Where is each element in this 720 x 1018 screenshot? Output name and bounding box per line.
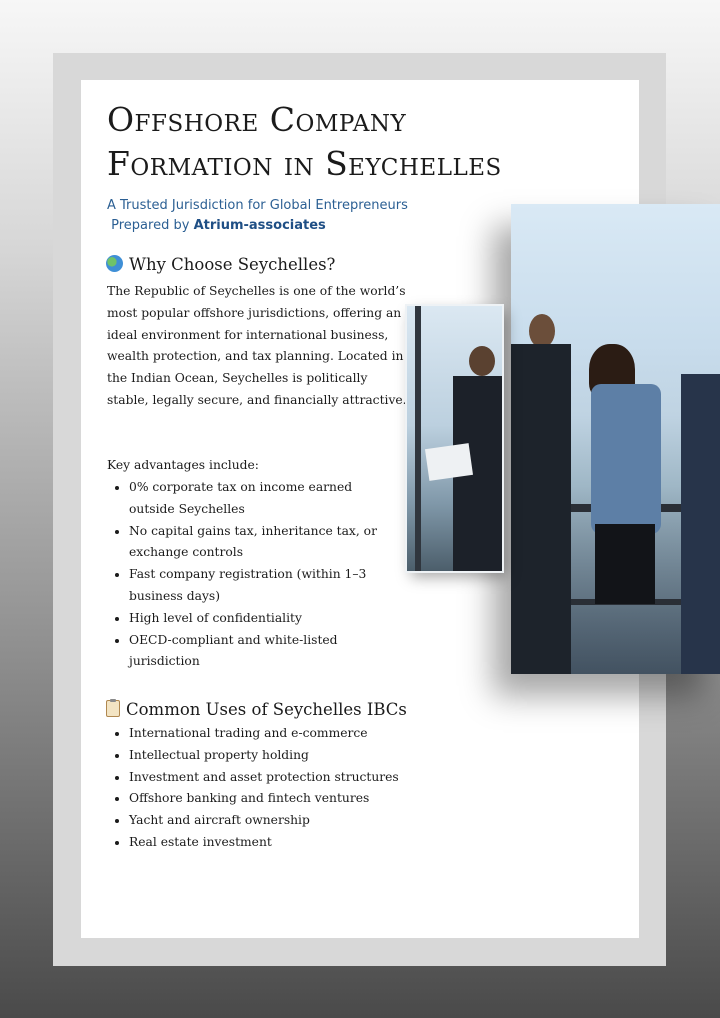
list-item: • Real estate investment bbox=[129, 832, 419, 854]
prepared-by-label: Prepared by bbox=[111, 218, 190, 233]
list-item: • No capital gains tax, inheritance tax, or exchange controls bbox=[129, 521, 391, 565]
advantages-list bbox=[107, 477, 391, 673]
list-item: • Offshore banking and fintech ventures bbox=[129, 788, 419, 810]
list-item: • High level of confidentiality bbox=[129, 608, 391, 630]
prepared-by bbox=[107, 216, 408, 236]
uses-heading-row bbox=[106, 699, 407, 721]
list-item: • Investment and asset protection structures bbox=[129, 767, 419, 789]
list-item: • Intellectual property holding bbox=[129, 745, 419, 767]
title-line-2: Formation in Seychelles bbox=[107, 144, 502, 183]
subtitle-block bbox=[107, 196, 408, 236]
list-item: • International trading and e-commerce bbox=[129, 723, 419, 745]
list-item: • OECD-compliant and white-listed jurisdiction bbox=[129, 630, 391, 674]
why-heading-row bbox=[106, 254, 335, 276]
advantages-intro: Key advantages include: bbox=[107, 458, 259, 472]
uses-list bbox=[107, 723, 419, 854]
globe-icon bbox=[106, 255, 123, 272]
business-team-photo bbox=[511, 204, 720, 674]
why-paragraph: The Republic of Seychelles is one of the world’s most popular offshore jurisdictions, offering an ideal environment for international business, wealth protection, and tax planning. Located in the Indian Ocean, Seychelles is politically stable, legally secure, and financially attractive. bbox=[107, 284, 407, 407]
why-heading: Why Choose Seychelles? bbox=[129, 255, 336, 274]
list-item: • Yacht and aircraft ownership bbox=[129, 810, 419, 832]
document-title bbox=[107, 98, 502, 186]
uses-heading: Common Uses of Seychelles IBCs bbox=[126, 700, 407, 719]
list-item: • Fast company registration (within 1–3 business days) bbox=[129, 564, 391, 608]
brand-name: Atrium-associates bbox=[193, 218, 326, 233]
business-meeting-photo bbox=[407, 306, 502, 571]
clipboard-icon bbox=[106, 700, 120, 717]
subtitle: A Trusted Jurisdiction for Global Entrepreneurs bbox=[107, 198, 408, 213]
title-line-1: Offshore Company bbox=[107, 100, 407, 139]
list-item: • 0% corporate tax on income earned outside Seychelles bbox=[129, 477, 391, 521]
